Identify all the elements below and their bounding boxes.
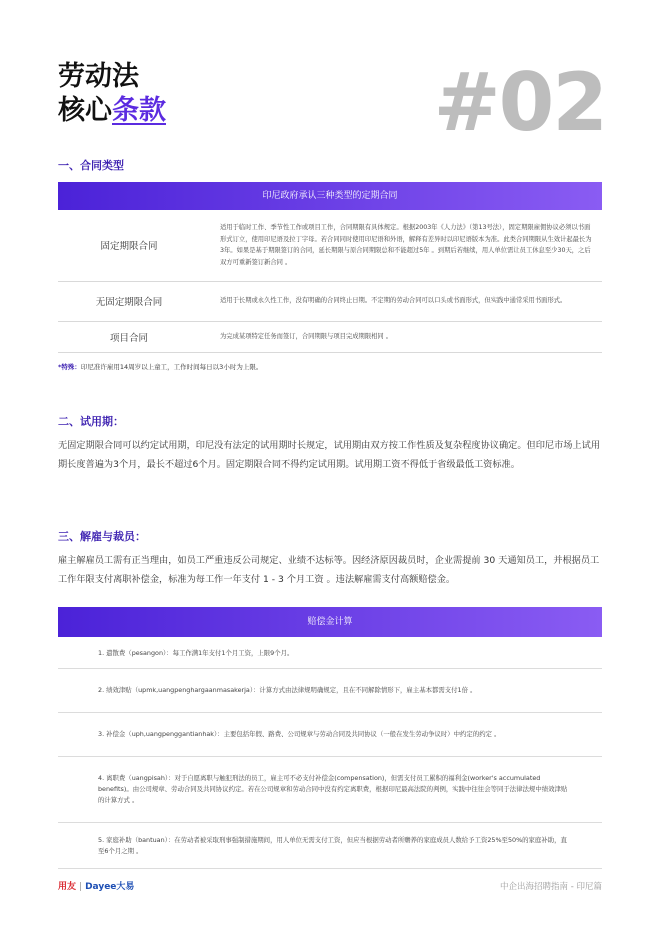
special-note xyxy=(58,362,262,371)
list-item: 5. 家庭补助（bantuan）：在劳动者被采取刑事强制措施期间，用人单位无需支付工资，但应当根据劳动者所赡养的家庭成员人数给予工资25%至50%的家庭补助，直至6个月之期 。 xyxy=(58,823,602,869)
contract-type-desc: 为完成某项特定任务而签订，合同期限与项目完成期限相同 。 xyxy=(200,321,602,352)
table-row xyxy=(58,281,602,321)
dismissal-paragraph: 雇主解雇员工需有正当理由，如员工严重违反公司规定、业绩不达标等。因经济原因裁员时，企业需提前 30 天通知员工，并根据员工工作年限支付离职补偿金，标准为每工作一年支付 1 - 3 个月工资 。违法解雇需支付高额赔偿金。 xyxy=(58,555,600,585)
contract-type-desc: 适用于长期或永久性工作，没有明确的合同终止日期。不定期的劳动合同可以口头或书面形式，但实践中通常采用书面形式。 xyxy=(200,281,602,321)
list-item: 1. 遣散费（pesangon）：每工作满1年支付1个月工资，上限9个月。 xyxy=(58,638,602,669)
contract-type-desc: 适用于临时工作、季节性工作或项目工作，合同期限有具体规定。根据2003年《人力法》（第13号法），固定期限雇佣协议必须以书面形式订立，使用印尼语及拉丁字母。若合同同时使用印尼语和外语，解释有差异时以印尼语版本为准。此类合同期限从生效计起最长为3年。如果是基于期限签订的合同，延长期限与原合同期限总和不能超过5年 。到期后若继续，用人单位需让员工休息至少30天，之后双方可重新签订新合同 。 xyxy=(200,210,602,281)
list-item: 2. 绩效津贴（upmk,uangpenghargaanmasakerja）：计算方式由法律规明确规定，且在不同解除情形下，雇主基本都需支付1倍 。 xyxy=(58,669,602,713)
section3-heading: 三、解雇与裁员： xyxy=(58,530,146,543)
title-line-1: 劳动法 xyxy=(58,61,139,92)
page-number: #02 xyxy=(433,56,606,149)
section2-heading: 二、试用期： xyxy=(58,415,124,428)
probation-paragraph: 无固定期限合同可以约定试用期，印尼没有法定的试用期时长规定，试用期由双方按工作性质及复杂程度协议确定。但印尼市场上试用期长度普遍为3个月，最长不超过6个月。固定期限合同不得约定试用期。试用期工资不得低于省级最低工资标准。 xyxy=(58,440,601,470)
contract-type-name: 无固定期限合同 xyxy=(58,281,200,321)
compensation-list xyxy=(58,638,602,869)
section1-heading: 一、合同类型 xyxy=(58,159,124,172)
logo-dayee: Dayee大易 xyxy=(85,882,135,892)
compensation-table-header: 赔偿金计算 xyxy=(58,607,602,637)
contract-type-name: 固定期限合同 xyxy=(58,210,200,281)
contract-types-table xyxy=(58,210,602,353)
list-item: 4. 离职费（uangpisah）：对于自愿离职与触犯刑法的员工，雇主可不必支付补偿金(compensation)，但需支付员工累积的福利金(worker's accumulated benefits)。由公司规章、劳动合同及共同协议约定。若在公司规章和劳动合同中没有约定离职费，根据印尼最高法院的判例，实践中往往会等同于法律法规中绩效津贴的计算方式 。 xyxy=(58,757,602,823)
page-title xyxy=(58,60,166,128)
table-row xyxy=(58,321,602,352)
title-part-a: 核心 xyxy=(58,95,112,126)
contract-table-header: 印尼政府承认三种类型的定期合同 xyxy=(58,182,602,210)
title-line-2 xyxy=(58,94,166,128)
logo-divider: | xyxy=(79,882,83,892)
footer-logo xyxy=(58,879,134,892)
contract-type-name: 项目合同 xyxy=(58,321,200,352)
logo-yonyou: 用友 xyxy=(58,882,77,892)
note-text: 印尼准许雇用14周岁以上童工，工作时间每日以3小时为上限。 xyxy=(80,363,263,371)
title-part-b: 条款 xyxy=(112,95,166,126)
list-item: 3. 补偿金（uph,uangpenggantianhak）：主要包括年假、路费、公司规章与劳动合同及共同协议（一般在发生劳动争议时）中约定的约定 。 xyxy=(58,713,602,757)
table-row xyxy=(58,210,602,281)
note-label: *特殊： xyxy=(58,363,81,371)
footer-guide-title: 中企出海招聘指南 - 印尼篇 xyxy=(500,882,602,892)
